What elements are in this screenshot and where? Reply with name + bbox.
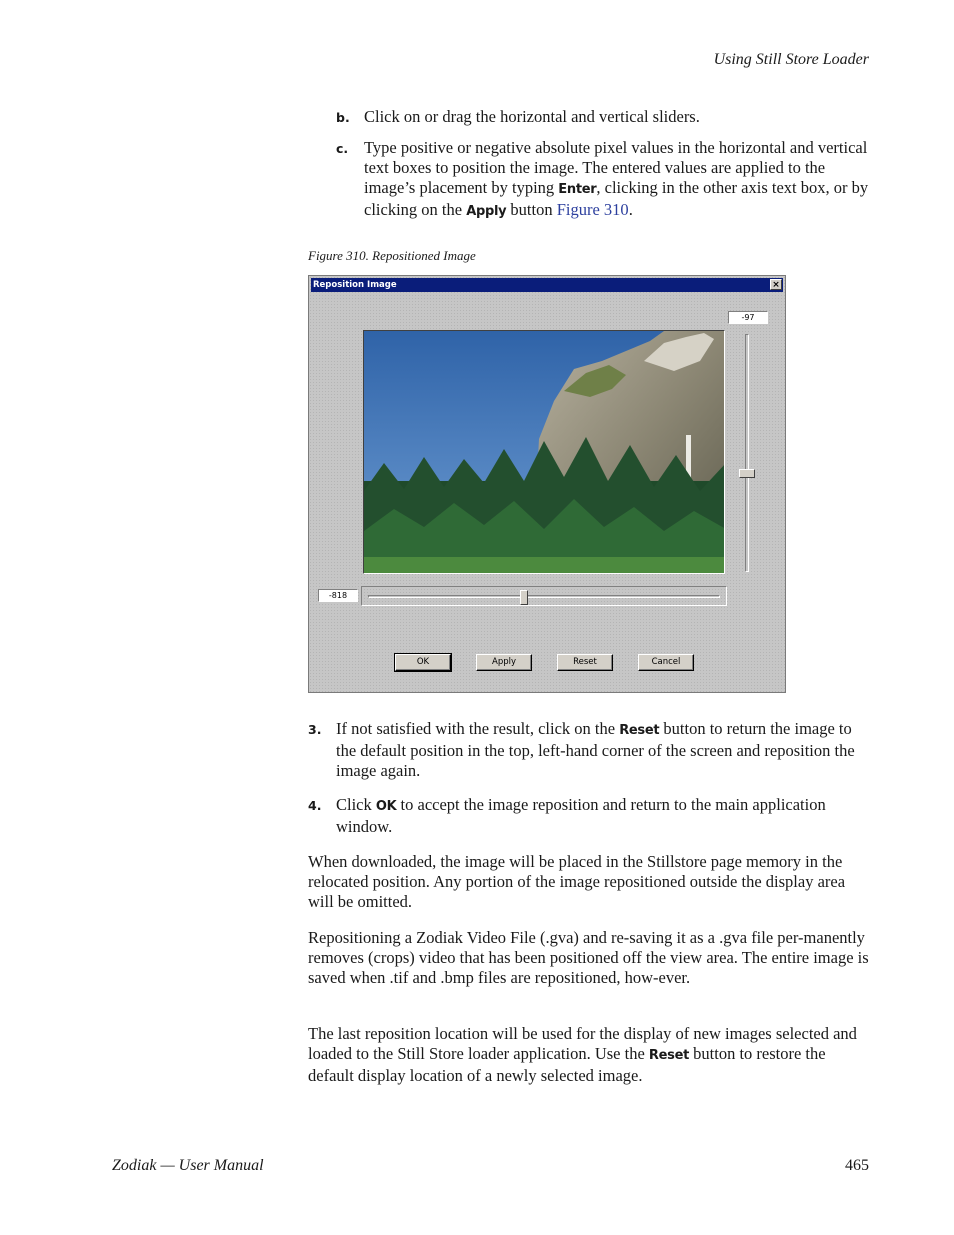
step-3-label: 3. xyxy=(308,722,322,737)
page-number: 465 xyxy=(845,1157,869,1174)
footer-manual-title: Zodiak — User Manual xyxy=(112,1157,264,1174)
step-4-text: Click OK to accept the image reposition and return to the main application window. xyxy=(336,795,826,836)
horizontal-slider[interactable] xyxy=(361,586,727,606)
enter-keyword: Enter xyxy=(558,182,597,197)
horizontal-slider-thumb[interactable] xyxy=(520,590,528,605)
reset-button[interactable]: Reset xyxy=(557,654,613,671)
apply-button[interactable]: Apply xyxy=(476,654,532,671)
paragraph-download: When downloaded, the image will be placed in the Stillstore page memory in the relocated position. Any portion of the image repositioned outside the display area will be omitted. xyxy=(308,852,846,911)
reposition-image-dialog xyxy=(308,275,786,693)
step-3-text: If not satisfied with the result, click on the Reset button to return the image to the default position in the top, left-hand corner of the screen and reposition the image again. xyxy=(336,719,855,780)
paragraph-gva: Repositioning a Zodiak Video File (.gva) and re-saving it as a .gva file per-manently removes (crops) video that has been positioned off the view area. The entire image is saved when .tif and .bmp files are repositioned, how-ever. xyxy=(308,928,869,987)
vertical-slider-track[interactable] xyxy=(745,334,749,572)
ok-button[interactable]: OK xyxy=(395,654,451,671)
apply-keyword: Apply xyxy=(466,204,507,219)
horizontal-position-input[interactable]: -818 xyxy=(318,589,358,602)
figure-caption: Figure 310. Repositioned Image xyxy=(308,248,476,263)
reset-keyword-2: Reset xyxy=(648,1048,690,1063)
vertical-position-input[interactable]: -97 xyxy=(728,311,768,324)
running-header: Using Still Store Loader xyxy=(713,51,869,68)
cancel-button[interactable]: Cancel xyxy=(638,654,694,671)
landscape-photo xyxy=(364,331,725,574)
close-icon[interactable]: × xyxy=(770,279,782,290)
step-b-label: b. xyxy=(336,110,350,125)
step-4-label: 4. xyxy=(308,798,322,813)
step-c-label: c. xyxy=(336,141,349,156)
step-c-text: Type positive or negative absolute pixel values in the horizontal and vertical text boxes to position the image. The entered values are applied to the image’s placement by typing Enter, clicking in the other axis text box, or by clicking on the Apply button Figure 310. xyxy=(364,138,869,219)
dialog-title: Reposition Image xyxy=(313,280,397,290)
horizontal-slider-track xyxy=(368,595,720,598)
dialog-titlebar xyxy=(311,278,783,292)
step-b-text: Click on or drag the horizontal and vertical sliders. xyxy=(364,107,700,126)
ok-keyword: OK xyxy=(375,799,397,814)
preview-image xyxy=(363,330,725,574)
figure-310-link[interactable]: Figure 310 xyxy=(556,200,629,219)
paragraph-last-location: The last reposition location will be used for the display of new images selected and loaded to the Still Store loader application. Use the Reset button to restore the default display location of a newly selected image. xyxy=(308,1024,857,1085)
reset-keyword: Reset xyxy=(619,723,660,738)
vertical-slider-thumb[interactable] xyxy=(739,469,755,478)
